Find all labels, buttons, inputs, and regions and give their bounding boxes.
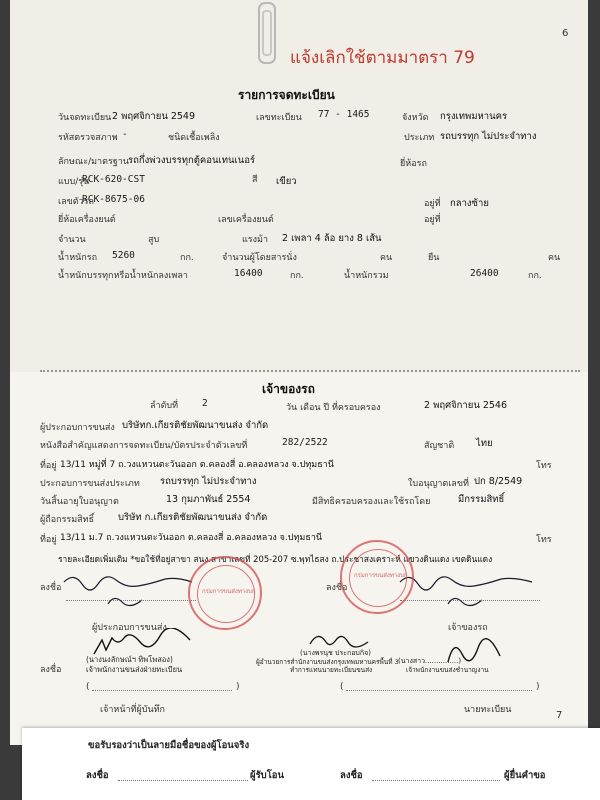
transferor-label: ผู้รับโอน xyxy=(250,770,285,781)
nationality: ไทย xyxy=(476,438,493,449)
chassis-number: RCK-8675-06 xyxy=(82,194,145,205)
official-stamp-1: กรมการขนส่งทางบก xyxy=(188,556,262,630)
officer-name: (นางนงลักษณ์ฯ ทิพโพสอง) xyxy=(86,655,173,664)
brand-label: ยี่ห้อรถ xyxy=(400,159,427,169)
body-type: รถกึ่งพ่วงบรรทุกตู้คอนเทนเนอร์ xyxy=(128,155,256,166)
reg-no: 77 - 1465 xyxy=(318,109,370,120)
chassis-pos-label: อยู่ที่ xyxy=(424,199,441,209)
color: เขียว xyxy=(276,176,297,187)
cylinder-label: สูบ xyxy=(148,235,160,245)
sig-line-3 xyxy=(92,690,232,691)
owner-sig-caption: เจ้าของรถ xyxy=(448,623,488,633)
person-label-2: คน xyxy=(548,253,561,263)
province: กรุงเทพมหานคร xyxy=(440,111,508,122)
kg-label-2: กก. xyxy=(290,271,304,281)
registrar2-title: เจ้าพนักงานขนส่งชำนาญงาน xyxy=(406,666,489,674)
sig-line-4 xyxy=(346,690,532,691)
sign-label-3: ลงชื่อ xyxy=(40,665,62,675)
page-number-bottom: 7 xyxy=(556,710,563,721)
operator-name: บริษัทก.เกียรติชัยพัฒนาขนส่ง จำกัด xyxy=(122,420,269,431)
officer-open-bracket: ( xyxy=(86,682,90,692)
registrar-caption: นายทะเบียน xyxy=(464,705,512,715)
address2: 13/11 ม.7 ถ.วงแหวนตะวันออก ต.คลองสี่ อ.คลองหลวง จ.ปทุมธานี xyxy=(60,533,323,543)
load-weight: 16400 xyxy=(234,268,263,279)
possess-date: 2 พฤศจิกายน 2546 xyxy=(424,400,508,411)
load-label: น้ำหนักบรรทุกหรือน้ำหนักลงเพลา xyxy=(58,271,188,281)
total-label: น้ำหนักรวม xyxy=(344,271,389,281)
phone-label: โทร xyxy=(536,461,552,471)
applicant-label: ผู้ยื่นคำขอ xyxy=(504,770,546,781)
certify-line: ขอรับรองว่าเป็นลายมือชื่อของผู้โอนจริง xyxy=(88,740,250,751)
reg-date-label: วันจดทะเบียน xyxy=(58,113,112,123)
possess-label: วัน เดือน ปี ที่ครอบครอง xyxy=(286,403,381,413)
handwritten-note: แจ้งเลิกใช้ตามมาตรา 79 xyxy=(290,48,475,68)
seats-label: จำนวนผู้โดยสารนั่ง xyxy=(222,253,297,263)
kg-label-1: กก. xyxy=(180,253,194,263)
id-number: 282/2522 xyxy=(282,437,328,448)
inspection: - xyxy=(122,129,128,140)
color-label: สี xyxy=(252,175,258,185)
bottom-sign-label-2: ลงชื่อ xyxy=(340,770,363,781)
model: RCK-620-CST xyxy=(82,174,145,185)
holder-name: บริษัท ก.เกียรติชัยพัฒนาขนส่ง จำกัด xyxy=(118,512,268,523)
body-label: ลักษณะ/มาตรฐาน xyxy=(58,157,129,167)
holder-label: ผู้ถือกรรมสิทธิ์ xyxy=(40,515,95,525)
weight-label: น้ำหนักรถ xyxy=(58,253,98,263)
owner-title: เจ้าของรถ xyxy=(262,382,315,396)
address-label: ที่อยู่ xyxy=(40,461,57,471)
license-number: ปก 8/2549 xyxy=(474,476,523,487)
nationality-label: สัญชาติ xyxy=(424,441,455,451)
next-page xyxy=(22,728,600,800)
registrar-sub: ทำการแทนนายทะเบียนขนส่ง xyxy=(290,666,373,674)
sig-line-2 xyxy=(400,600,540,601)
rights-label: มีสิทธิครอบครองและใช้รถโดย xyxy=(312,497,431,507)
registrar-open-bracket: ( xyxy=(340,682,344,692)
page-number-top: 6 xyxy=(562,28,569,39)
paperclip-inner-icon xyxy=(262,10,272,56)
rights: มีกรรมสิทธิ์ xyxy=(458,494,505,505)
owner-signature xyxy=(396,566,546,616)
registration-title: รายการจดทะเบียน xyxy=(238,88,335,102)
officer-caption: เจ้าหน้าที่ผู้บันทึก xyxy=(100,705,165,715)
id-label: หนังสือสำคัญแสดงการจดทะเบียน/บัตรประจำตัวเลขที่ xyxy=(40,441,248,451)
reg-no-label: เลขทะเบียน xyxy=(256,113,302,123)
license-expiry: 13 กุมภาพันธ์ 2554 xyxy=(166,494,251,505)
bottom-sig-line-1 xyxy=(118,780,248,781)
model-label: แบบ/รุ่น xyxy=(58,177,90,187)
person-label-1: คน xyxy=(380,253,393,263)
registrar-name: (นางพรนุช ประกอบกิจ) xyxy=(300,649,371,657)
sig-line-1 xyxy=(66,600,196,601)
chassis-label: เลขตัวรถ xyxy=(58,197,94,207)
sign-label-2: ลงชื่อ xyxy=(326,583,348,593)
chassis-position: กลางซ้าย xyxy=(450,198,489,209)
engine-pos-label: อยู่ที่ xyxy=(424,215,441,225)
license-type-label: ประกอบการขนส่งประเภท xyxy=(40,479,140,489)
license-no-label: ใบอนุญาตเลขที่ xyxy=(408,479,469,489)
engine-no-label: เลขเครื่องยนต์ xyxy=(218,215,274,225)
registrar2-name: (นางสาว...............) xyxy=(398,657,462,665)
address: 13/11 หมู่ที่ 7 ถ.วงแหวนตะวันออก ต.คลองสี่ อ.คลองหลวง จ.ปทุมธานี xyxy=(60,460,334,470)
count-label: จำนวน xyxy=(58,235,86,245)
official-stamp-2: กรมการขนส่งทางบก xyxy=(340,540,414,614)
expiry-label: วันสิ้นอายุใบอนุญาต xyxy=(40,497,119,507)
stand-label: ยืน xyxy=(428,253,440,263)
operator-label: ผู้ประกอบการขนส่ง xyxy=(40,423,115,433)
order-number: 2 xyxy=(202,398,208,409)
operator-sig-caption: ผู้ประกอบการขนส่ง xyxy=(92,623,167,633)
phone2-label: โทร xyxy=(536,535,552,545)
type-label: ประเภท xyxy=(404,133,435,143)
officer-close-bracket: ) xyxy=(236,682,240,692)
registrar-title: ผู้อำนวยการสำนักงานขนส่งกรุงเทพมหานครพื้นที่ 3 xyxy=(256,658,399,666)
kg-label-3: กก. xyxy=(528,271,542,281)
reg-date: 2 พฤศจิกายน 2549 xyxy=(112,111,196,122)
fuel-label: ชนิดเชื้อเพลิง xyxy=(168,133,220,143)
hp-label: แรงม้า xyxy=(242,235,269,245)
vehicle-weight: 5260 xyxy=(112,250,135,261)
engine-brand-label: ยี่ห้อเครื่องยนต์ xyxy=(58,215,116,225)
license-type: รถบรรทุก ไม่ประจำทาง xyxy=(160,476,257,487)
order-label: ลำดับที่ xyxy=(150,401,179,411)
operator-signature xyxy=(60,568,200,614)
perforation-line xyxy=(40,370,580,378)
province-label: จังหวัด xyxy=(402,113,429,123)
vehicle-type: รถบรรทุก ไม่ประจำทาง xyxy=(440,131,537,142)
bottom-sign-label-1: ลงชื่อ xyxy=(86,770,109,781)
registrar-close-bracket: ) xyxy=(536,682,540,692)
address2-label: ที่อยู่ xyxy=(40,535,57,545)
extra-details: รายละเอียดเพิ่มเติม *ขอใช้ที่อยู่สาขา สนง.สาขาเลขที่ 205-207 ซ.พุทไธสง ถ.ประชาสงเคราะห์ แขวงดินแดง เขตดินแดง xyxy=(58,554,493,564)
sign-label-1: ลงชื่อ xyxy=(40,583,62,593)
total-weight: 26400 xyxy=(470,268,499,279)
bottom-sig-line-2 xyxy=(372,780,500,781)
officer-title: เจ้าพนักงานขนส่งฝ่ายทะเบียน xyxy=(86,665,183,674)
axles: 2 เพลา 4 ล้อ ยาง 8 เส้น xyxy=(282,233,382,244)
inspection-label: รหัสตรวจสภาพ xyxy=(58,133,118,143)
